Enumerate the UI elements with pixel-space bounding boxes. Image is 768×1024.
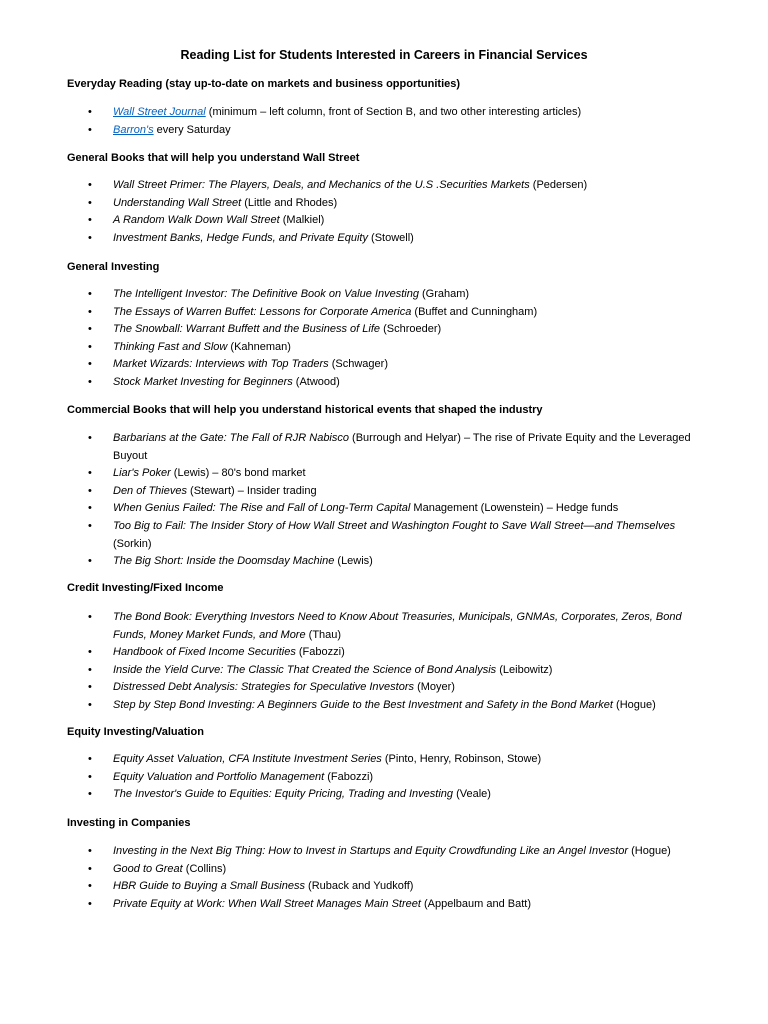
list-item: [88, 374, 708, 392]
list-item: [88, 356, 708, 374]
book-author: (Pedersen): [529, 179, 588, 191]
item-note: (minimum – left column, front of Section B, and two other interesting articles): [205, 106, 582, 118]
list-item: [88, 861, 708, 879]
book-author: (Thau): [305, 628, 342, 641]
book-author: (Hogue): [612, 698, 656, 711]
section-heading-commercial-books: Commercial Books that will help you understand historical events that shaped the industry: [67, 404, 543, 416]
book-title: Equity Valuation and Portfolio Management: [113, 770, 325, 783]
list-item: [88, 122, 708, 140]
book-title: Wall Street Primer: The Players, Deals, and Mechanics of the U.S .Securities Markets: [113, 179, 530, 191]
list-item: [88, 878, 708, 896]
list-item: [88, 662, 708, 680]
book-title: The Bond Book: Everything Investors Need to Know About Treasuries, Municipals, GNMAs, Corporates, Zeros, Bond Funds, Money Market Funds, and More: [113, 611, 682, 641]
list-item: [88, 609, 708, 644]
list-equity-investing: [88, 751, 708, 804]
section-heading-credit-investing: Credit Investing/Fixed Income: [67, 582, 224, 594]
book-title: Good to Great: [113, 862, 183, 875]
book-title: The Essays of Warren Buffet: Lessons for Corporate America: [113, 305, 412, 318]
book-author: (Collins): [182, 862, 227, 875]
book-author: Management (Lowenstein) – Hedge funds: [410, 502, 619, 515]
book-author: (Kahneman): [227, 340, 291, 353]
item-note: every Saturday: [153, 123, 231, 136]
book-title: Stock Market Investing for Beginners: [113, 375, 293, 388]
book-author: (Leibowitz): [496, 663, 553, 676]
list-item: [88, 786, 708, 804]
book-author: (Burrough and Helyar) – The rise of Private Equity and the Leveraged Buyout: [113, 432, 691, 462]
book-title: Understanding Wall Street: [113, 196, 242, 209]
wsj-link[interactable]: Wall Street Journal: [113, 106, 206, 118]
list-item: [88, 518, 708, 553]
list-item: [88, 212, 708, 230]
list-general-investing: [88, 286, 708, 392]
list-general-books: [88, 177, 708, 247]
book-author: (Schroeder): [380, 323, 442, 336]
book-title: Distressed Debt Analysis: Strategies for Speculative Investors: [113, 681, 415, 694]
section-heading-investing-in-companies: Investing in Companies: [67, 817, 191, 829]
book-title: The Snowball: Warrant Buffett and the Business of Life: [113, 323, 381, 336]
section-heading-equity-investing: Equity Investing/Valuation: [67, 726, 204, 738]
list-everyday-reading: [88, 104, 708, 139]
book-author: (Lewis): [334, 555, 373, 568]
list-commercial-books: [88, 430, 708, 571]
book-author: (Stowell): [367, 231, 414, 244]
book-author: (Graham): [418, 288, 470, 300]
book-author: (Lewis) – 80's bond market: [170, 467, 306, 480]
book-title: When Genius Failed: The Rise and Fall of Long-Term Capital: [113, 502, 411, 515]
list-item: [88, 644, 708, 662]
list-item: [88, 195, 708, 213]
list-item: [88, 321, 708, 339]
list-item: [88, 465, 708, 483]
book-title: The Intelligent Investor: The Definitive Book on Value Investing: [113, 288, 419, 300]
book-title: Liar's Poker: [113, 467, 171, 480]
list-item: [88, 553, 708, 571]
book-title: Barbarians at the Gate: The Fall of RJR Nabisco: [113, 432, 349, 444]
book-author: (Hogue): [628, 845, 671, 857]
book-title: Investment Banks, Hedge Funds, and Private Equity: [113, 231, 368, 244]
list-item: [88, 697, 708, 715]
book-author: (Fabozzi): [324, 770, 374, 783]
book-author: (Fabozzi): [295, 646, 345, 659]
list-item: [88, 679, 708, 697]
book-title: Step by Step Bond Investing: A Beginners Guide to the Best Investment and Safety in the Bond Market: [113, 698, 613, 711]
page-title: Reading List for Students Interested in Careers in Financial Services: [180, 48, 588, 62]
section-heading-everyday-reading: Everyday Reading (stay up-to-date on markets and business opportunities): [67, 78, 461, 90]
list-investing-in-companies: [88, 843, 708, 913]
book-author: (Moyer): [414, 681, 455, 694]
list-item: [88, 104, 708, 122]
list-item: [88, 230, 708, 248]
book-title: The Big Short: Inside the Doomsday Machine: [113, 555, 335, 568]
book-author: (Appelbaum and Batt): [420, 897, 531, 910]
book-author: (Veale): [453, 788, 491, 801]
list-item: [88, 177, 708, 195]
book-author: (Atwood): [292, 375, 340, 388]
list-item: [88, 339, 708, 357]
book-title: Private Equity at Work: When Wall Street Manages Main Street: [113, 897, 421, 910]
barrons-link[interactable]: Barron's: [113, 123, 154, 136]
list-item: [88, 896, 708, 914]
book-title: Equity Asset Valuation, CFA Institute Investment Series: [113, 753, 382, 765]
list-item: [88, 769, 708, 787]
book-author: (Pinto, Henry, Robinson, Stowe): [381, 753, 542, 765]
book-title: Inside the Yield Curve: The Classic That Created the Science of Bond Analysis: [113, 663, 497, 676]
list-item: [88, 483, 708, 501]
book-title: Thinking Fast and Slow: [113, 340, 228, 353]
book-author: (Buffet and Cunningham): [411, 305, 538, 318]
book-title: Investing in the Next Big Thing: How to Invest in Startups and Equity Crowdfunding Like an Angel Investor: [113, 845, 629, 857]
book-author: (Ruback and Yudkoff): [304, 880, 414, 893]
book-title: Market Wizards: Interviews with Top Traders: [113, 358, 329, 371]
section-heading-general-books: General Books that will help you understand Wall Street: [67, 152, 360, 164]
book-author: (Schwager): [328, 358, 388, 371]
book-title: The Investor's Guide to Equities: Equity Pricing, Trading and Investing: [113, 788, 454, 801]
book-title: HBR Guide to Buying a Small Business: [113, 880, 305, 893]
book-author: (Little and Rhodes): [241, 196, 338, 209]
list-item: [88, 286, 708, 304]
list-credit-investing: [88, 609, 708, 715]
book-author: (Malkiel): [279, 214, 325, 227]
list-item: [88, 430, 708, 465]
list-item: [88, 843, 708, 861]
list-item: [88, 304, 708, 322]
book-title: Den of Thieves: [113, 484, 187, 497]
book-title: A Random Walk Down Wall Street: [113, 214, 280, 227]
book-author: (Sorkin): [113, 537, 152, 550]
list-item: [88, 751, 708, 769]
section-heading-general-investing: General Investing: [67, 261, 160, 273]
book-title: Handbook of Fixed Income Securities: [113, 646, 296, 659]
book-author: (Stewart) – Insider trading: [186, 484, 317, 497]
book-title: Too Big to Fail: The Insider Story of How Wall Street and Washington Fought to Save Wall Street—and Themselves: [113, 519, 676, 532]
list-item: [88, 500, 708, 518]
